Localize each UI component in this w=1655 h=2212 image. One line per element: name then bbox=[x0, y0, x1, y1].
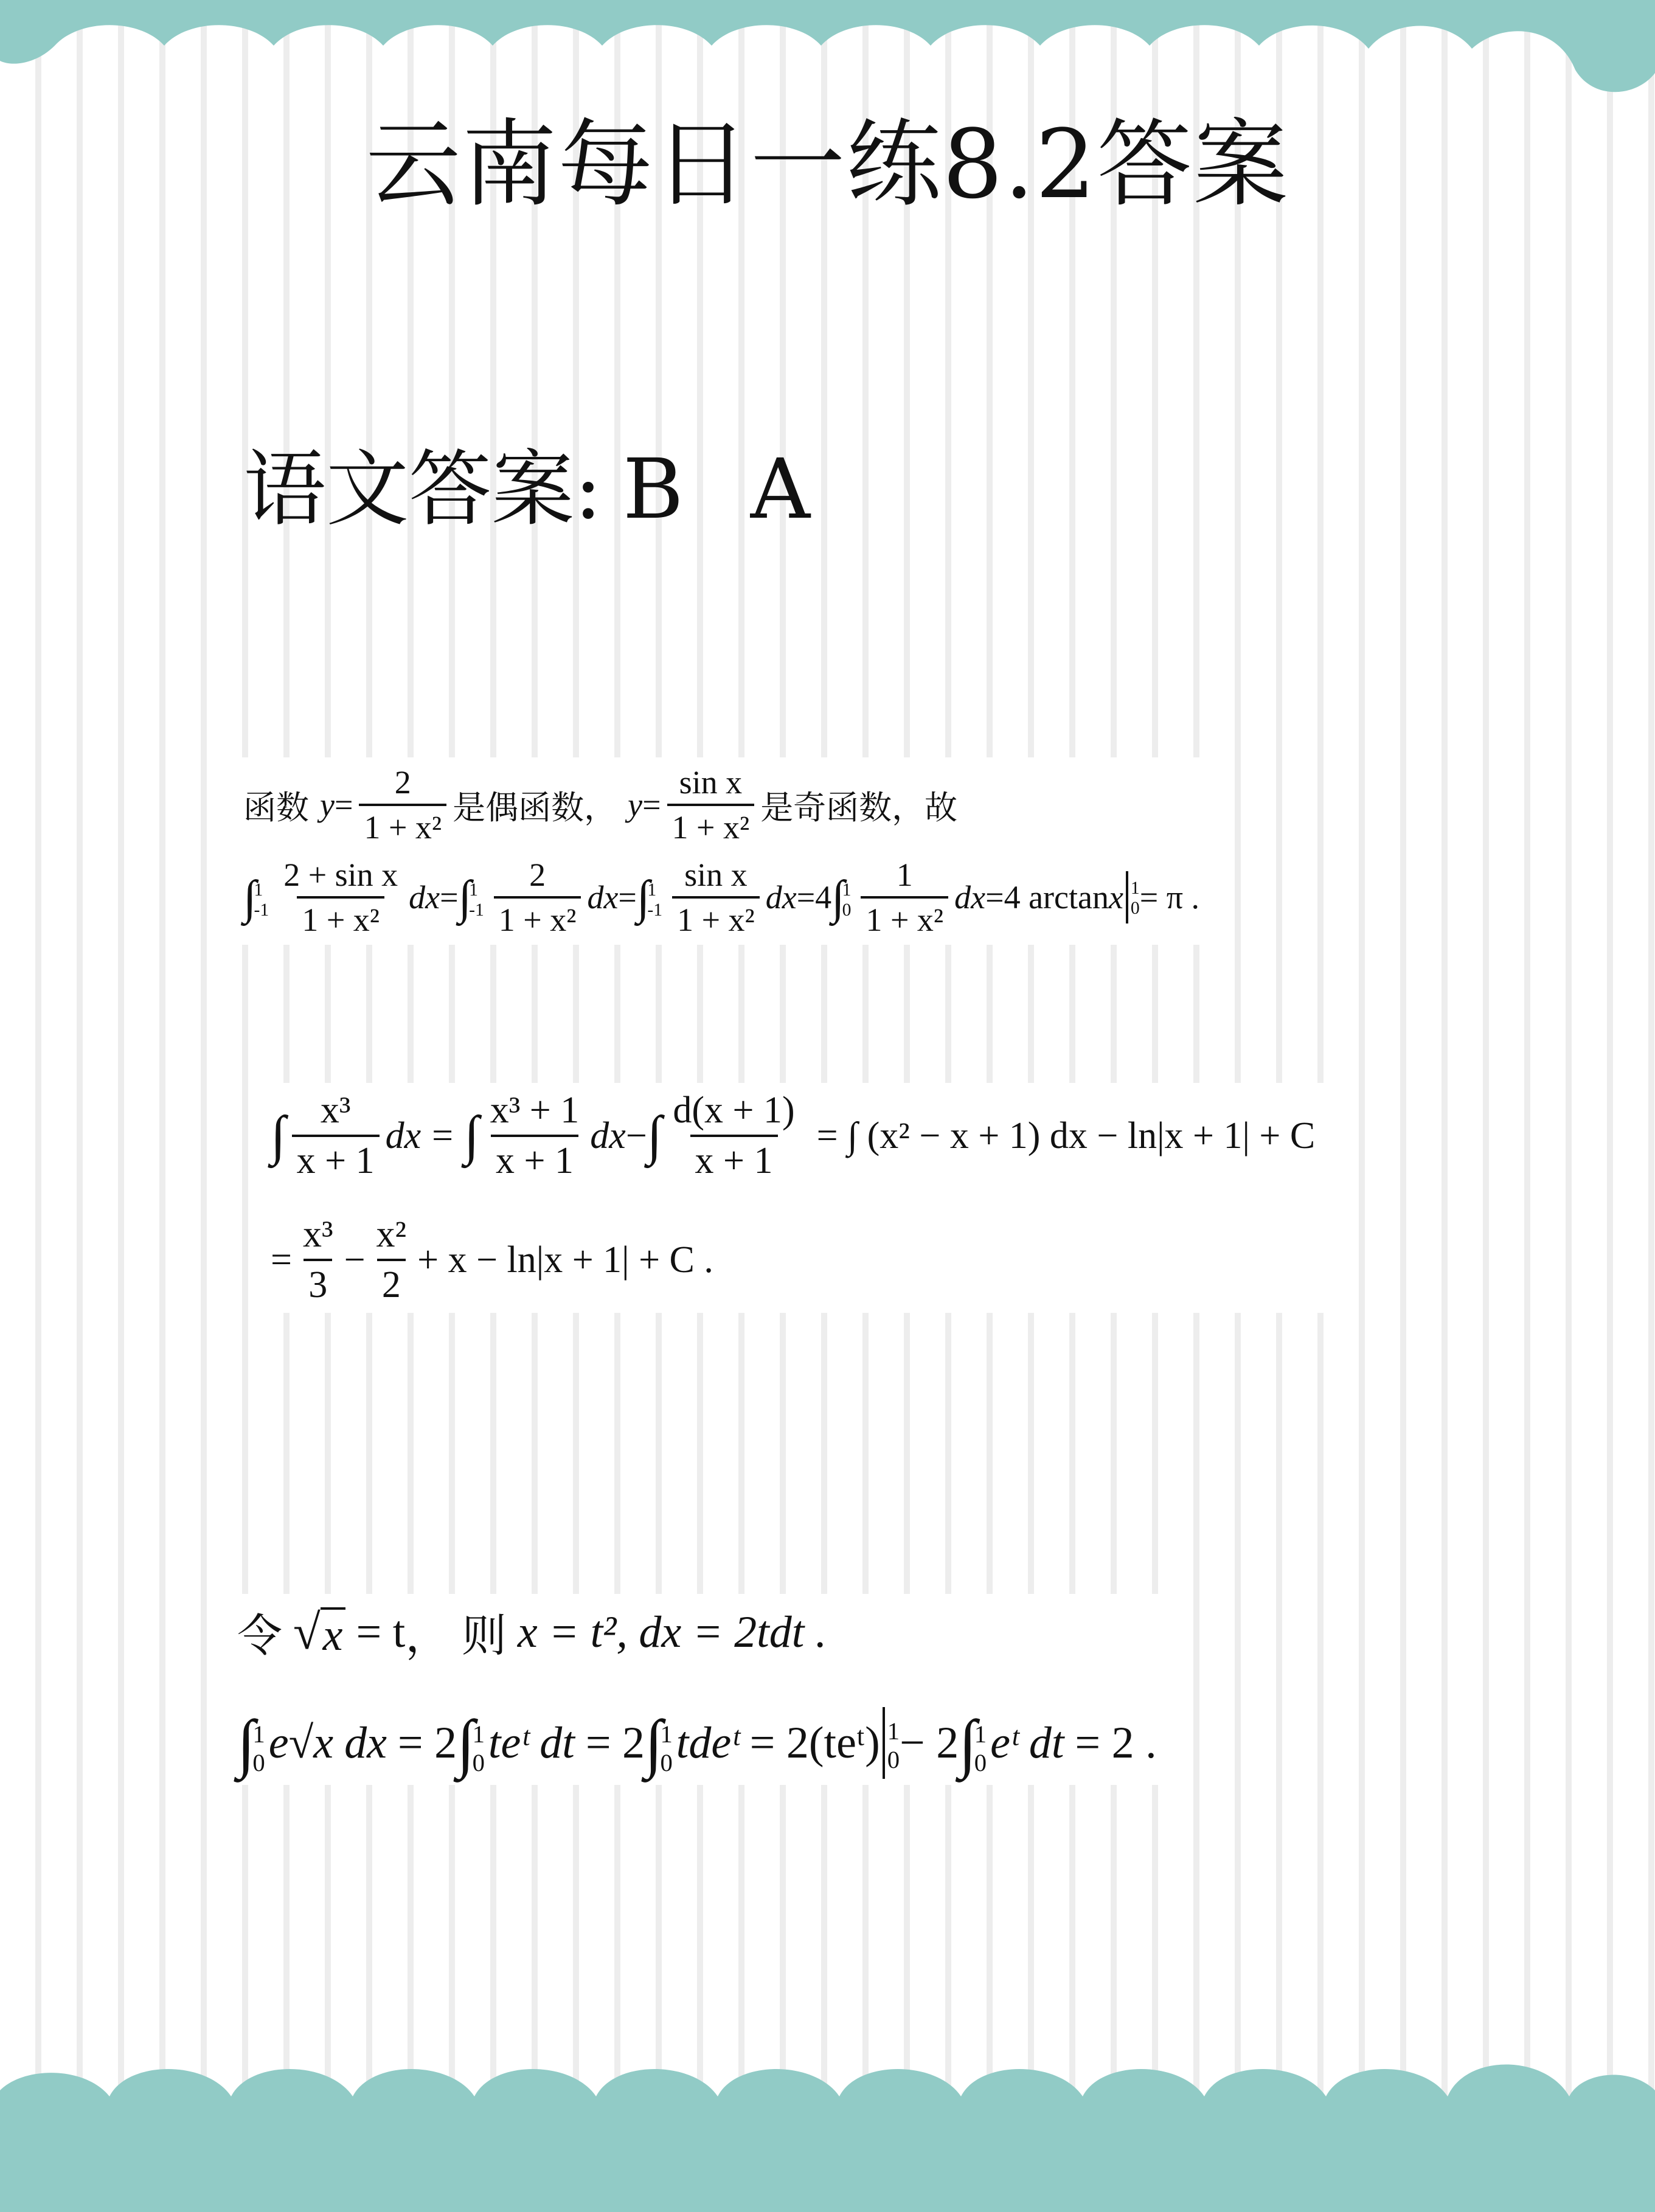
integral: ∫ 1 0 bbox=[457, 1706, 485, 1779]
dx: dx bbox=[409, 879, 440, 916]
math-solution-1 bbox=[231, 757, 1212, 945]
equals: = bbox=[334, 787, 353, 823]
coefficient: 4 bbox=[815, 879, 832, 916]
integral: ∫ 1 -1 bbox=[636, 870, 663, 923]
math-solution-2 bbox=[258, 1083, 1327, 1313]
fraction: $\frac{\text{sin x}}{\text{1 + x²}}$ bbox=[672, 856, 760, 939]
math-2-line-2: = $\frac{\text{x³}}{3}$ − $\frac{\text{x²}}{2}$ + x − ln|x + 1| + C . bbox=[271, 1214, 713, 1306]
fraction-numerator: 2 bbox=[394, 764, 411, 801]
math-2-line-1: ∫ $\frac{\text{x³}}{x + 1}$ dx = ∫ $\frac{\text{x³ + 1}}{x + 1}$ dx − ∫ $\frac{d(x + 1)}{x + 1}$ = ∫ (x² − x + 1) dx − ln|x + 1| + C bbox=[271, 1090, 1316, 1181]
integral: ∫ 1 -1 bbox=[458, 870, 484, 923]
dx: dx bbox=[385, 1115, 422, 1156]
fraction-denominator: 1 + x² bbox=[359, 804, 446, 846]
chinese-answer-1: B bbox=[622, 442, 684, 538]
integral: ∫ bbox=[647, 1105, 662, 1166]
fraction: $\frac{d(x + 1)}{x + 1}$ bbox=[673, 1090, 795, 1181]
sqrt: √ x bbox=[293, 1604, 345, 1661]
equals: = bbox=[642, 787, 661, 823]
integral: ∫ 1 0 bbox=[959, 1706, 987, 1779]
chinese-answer-label: 语文答案: bbox=[243, 442, 602, 538]
expression-tail: + x − ln|x + 1| + C . bbox=[417, 1239, 713, 1281]
math-3-line-2: ∫ 1 0 e√x dx = 2 ∫ 1 0 teᵗ dt = 2 ∫ 1 0 tdeᵗ = 2(teᵗ) 1 0 − 2 ∫ 1 0 eᵗ dt = 2 . bbox=[237, 1706, 1157, 1779]
fraction: $\frac{\text{x³}}{3}$ bbox=[302, 1214, 333, 1306]
fraction-odd bbox=[667, 763, 755, 846]
integral: ∫ 1 -1 bbox=[243, 870, 269, 923]
text-let: 令 bbox=[237, 1612, 282, 1661]
var-y: y bbox=[628, 787, 643, 823]
dx: dx bbox=[954, 879, 986, 916]
dx: dx bbox=[590, 1115, 626, 1156]
e-sqrt-x: e√x bbox=[268, 1717, 334, 1768]
fraction-numerator: sin x bbox=[679, 764, 743, 801]
dx: dx bbox=[344, 1717, 387, 1768]
math-3-line-1 bbox=[237, 1600, 1157, 1664]
var-y: y bbox=[320, 787, 335, 823]
dx: dx bbox=[587, 879, 619, 916]
equals-t: = t bbox=[356, 1607, 406, 1657]
fraction-denominator: 1 + x² bbox=[667, 804, 755, 846]
integral: ∫ 1 0 bbox=[645, 1706, 673, 1779]
fraction: $\frac{\text{2 + sin x}}{\text{1 + x²}}$ bbox=[283, 857, 398, 938]
evaluation-bar: 1 0 bbox=[880, 1707, 900, 1779]
text-then: ， 则 bbox=[405, 1612, 507, 1661]
bottom-cloud-border bbox=[0, 2054, 1655, 2212]
math-solution-3 bbox=[225, 1594, 1169, 1785]
chinese-answer-2: A bbox=[750, 442, 810, 538]
fraction-even bbox=[359, 763, 446, 846]
evaluation-bar: 1 0 bbox=[1123, 871, 1140, 923]
text-odd: 是奇函数，故 bbox=[760, 789, 958, 826]
top-cloud-border bbox=[0, 0, 1655, 103]
fraction: $\frac{\text{x²}}{2}$ bbox=[376, 1214, 407, 1306]
var-x: x bbox=[1108, 879, 1123, 916]
dx: dx bbox=[765, 879, 797, 916]
expression-tail: = ∫ (x² − x + 1) dx − ln|x + 1| + C bbox=[816, 1115, 1316, 1156]
integral: ∫ bbox=[464, 1105, 479, 1166]
fraction: $\frac{1}{\text{1 + x²}}$ bbox=[861, 856, 948, 939]
integral: ∫ bbox=[271, 1105, 286, 1166]
fraction: $\frac{\text{x³}}{x + 1}$ bbox=[292, 1089, 380, 1183]
text-function: 函数 bbox=[243, 789, 309, 826]
text-even: 是偶函数， bbox=[453, 789, 617, 826]
math-1-line-2: ∫ 1 -1 $\frac{\text{2 + sin x}}{\text{1 + x²}}$ dx = ∫ 1 -1 $\frac{2}{\text{1 + x²}}$ dx = ∫ 1 -1 $\frac{\text{sin x}}{\text{1 + x²}}$ dx = 4 ∫ 1 0 $\frac{1}{\text{1 + x²}}$ dx = 4 arctan x 1 0 = π . bbox=[243, 857, 1199, 938]
arctan: 4 arctan bbox=[1004, 879, 1109, 916]
integral: ∫ 1 0 bbox=[831, 870, 852, 923]
page-title: 云南每日一练8.2答案 bbox=[366, 109, 1289, 220]
math-1-line-1 bbox=[243, 763, 1199, 846]
chinese-answer-line bbox=[243, 441, 810, 538]
substitution: x = t², dx = 2tdt . bbox=[517, 1607, 827, 1657]
integral: ∫ 1 0 bbox=[237, 1706, 265, 1779]
fraction: $\frac{\text{x³ + 1}}{x + 1}$ bbox=[490, 1090, 580, 1181]
fraction: $\frac{2}{\text{1 + x²}}$ bbox=[494, 856, 581, 939]
result: = 2 . bbox=[1075, 1717, 1157, 1768]
result-pi: = π . bbox=[1139, 879, 1199, 916]
